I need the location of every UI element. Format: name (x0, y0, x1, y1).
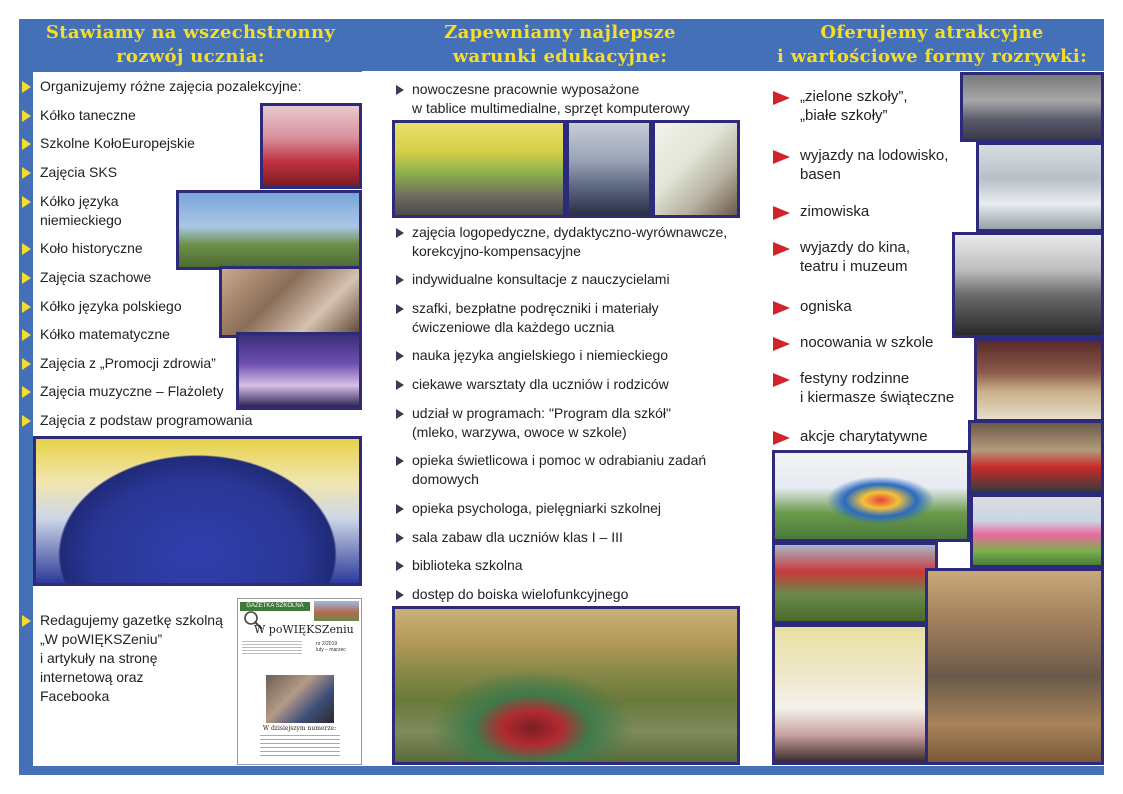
bullet-icon (396, 533, 404, 543)
list-item: opieka świetlicowa i pomoc w odrabianiu zadań domowych (412, 452, 707, 487)
photo-green-school-trip (960, 72, 1104, 142)
list-item: Zajęcia z podstaw programowania (40, 412, 253, 428)
list-item: wyjazdy na lodowisko, basen (800, 147, 949, 183)
bullet-icon (22, 110, 31, 122)
newsletter-header: GAZETKA SZKOLNA (240, 602, 310, 611)
list-item: indywidualne konsultacje z nauczycielami (412, 271, 670, 287)
list-item: Zajęcia SKS (40, 164, 118, 180)
list-item: Kółko taneczne (40, 107, 136, 123)
bullet-icon (22, 301, 31, 313)
bullet-icon (396, 275, 404, 285)
photo-fire-truck-festival (772, 542, 938, 624)
bullet-icon (396, 351, 404, 361)
photo-bouncy-castle (970, 494, 1104, 568)
bullet-icon (396, 590, 404, 600)
bullet-icon (22, 615, 31, 627)
bullet-icon (22, 196, 31, 208)
bullet-icon (773, 337, 790, 351)
newsletter-contents-lines (260, 735, 340, 759)
bullet-icon (773, 373, 790, 387)
bullet-icon (773, 431, 790, 445)
bullet-icon (773, 150, 790, 164)
bullet-icon (396, 504, 404, 514)
bullet-icon (22, 358, 31, 370)
list-item: „zielone szkoły”, „białe szkoły” (800, 88, 908, 124)
school-newspaper-text: Redagujemy gazetkę szkolną „W poWIĘKSZeniu” i artykuły na stronę internetową oraz Facebooka (40, 612, 223, 704)
list-item: zimowiska (800, 203, 870, 220)
list-item: nowoczesne pracownie wyposażone w tablice multimedialne, sprzęt komputerowy (412, 81, 690, 116)
newsletter-issue: nr 2/2019 (316, 641, 338, 647)
newsletter-photo (266, 675, 334, 723)
bullet-icon (22, 272, 31, 284)
newsletter-title: W poWIĘKSZeniu (254, 623, 354, 636)
list-item: Koło historyczne (40, 240, 143, 256)
photo-family-festival-inflatables (772, 450, 970, 542)
photo-autumn-bonfire (925, 568, 1104, 765)
newsletter-contents-title: W dzisiejszym numerze: (262, 725, 337, 732)
list-item: ogniska (800, 298, 852, 315)
bullet-icon (22, 167, 31, 179)
newsletter-text-lines (242, 641, 302, 655)
photo-museum-visit (952, 232, 1104, 338)
bullet-icon (396, 380, 404, 390)
photo-dance-club (260, 103, 362, 189)
list-item: nauka języka angielskiego i niemieckiego (412, 347, 669, 363)
list-item: Kółko matematyczne (40, 326, 170, 342)
list-item: Szkolne KołoEuropejskie (40, 135, 195, 151)
list-item: festyny rodzinne i kiermasze świąteczne (800, 370, 955, 406)
newsletter-cover (237, 598, 362, 765)
list-item: nocowania w szkole (800, 334, 934, 351)
list-item: szafki, bezpłatne podręczniki i materiały ćwiczeniowe dla każdego ucznia (412, 300, 659, 335)
list-item: ciekawe warsztaty dla uczniów i rodziców (412, 376, 669, 392)
newsletter-date: luty – marzec (316, 647, 346, 653)
bullet-icon (396, 561, 404, 571)
list-item: akcje charytatywne (800, 428, 928, 445)
list-item: Kółko języka polskiego (40, 298, 182, 314)
photo-computer-lab (566, 120, 652, 218)
photo-smartboard (652, 120, 740, 218)
list-item: Zajęcia z „Promocji zdrowia” (40, 355, 216, 371)
photo-sports-field (392, 606, 740, 765)
bullet-icon (22, 243, 31, 255)
photo-classroom (392, 120, 566, 218)
list-item: udział w programach: "Program dla szkół" (mleko, warzywa, owoce w szkole) (412, 405, 671, 440)
bullet-icon (773, 91, 790, 105)
bullet-icon (396, 456, 404, 466)
photo-charity-concert (968, 420, 1104, 494)
bullet-icon (22, 386, 31, 398)
list-item: Zajęcia muzyczne – Flażolety (40, 383, 224, 399)
footer-band (19, 766, 1104, 775)
photo-programming-class (33, 436, 362, 586)
column-heading-entertainment: Oferujemy atrakcyjne i wartościowe formy rozrywki: (776, 22, 1088, 67)
list-item: biblioteka szkolna (412, 557, 523, 573)
bullet-icon (773, 301, 790, 315)
list-item: Zajęcia szachowe (40, 269, 152, 285)
list-item: opieka psychologa, pielęgniarki szkolnej (412, 500, 662, 516)
newsletter-school-photo (314, 601, 359, 621)
photo-trip-bus (176, 190, 362, 270)
bullet-icon (396, 85, 404, 95)
list-item: wyjazdy do kina, teatru i muzeum (800, 239, 911, 275)
list-item: zajęcia logopedyczne, dydaktyczno-wyrównawcze, korekcyjno-kompensacyjne (412, 224, 728, 259)
photo-christmas-fair (974, 338, 1104, 422)
list-item: sala zabaw dla uczniów klas I – III (412, 529, 623, 545)
list-item: dostęp do boiska wielofunkcyjnego (412, 586, 629, 602)
list-item: Organizujemy różne zajęcia pozalekcyjne: (40, 78, 302, 94)
list-item: Kółko języka niemieckiego (40, 193, 122, 228)
photo-chess-club (219, 266, 362, 338)
bullet-icon (396, 228, 404, 238)
bullet-icon (396, 304, 404, 314)
column-heading-conditions: Zapewniamy najlepsze warunki edukacyjne: (444, 22, 676, 67)
bullet-icon (22, 329, 31, 341)
bullet-icon (22, 81, 31, 93)
photo-ice-rink (976, 142, 1104, 232)
photo-charity-collection (772, 624, 928, 765)
bullet-icon (773, 242, 790, 256)
bullet-icon (773, 206, 790, 220)
bullet-icon (22, 415, 31, 427)
photo-music-performance (236, 332, 362, 410)
bullet-icon (22, 138, 31, 150)
bullet-icon (396, 409, 404, 419)
column-heading-development: Stawiamy na wszechstronny rozwój ucznia: (45, 22, 336, 67)
